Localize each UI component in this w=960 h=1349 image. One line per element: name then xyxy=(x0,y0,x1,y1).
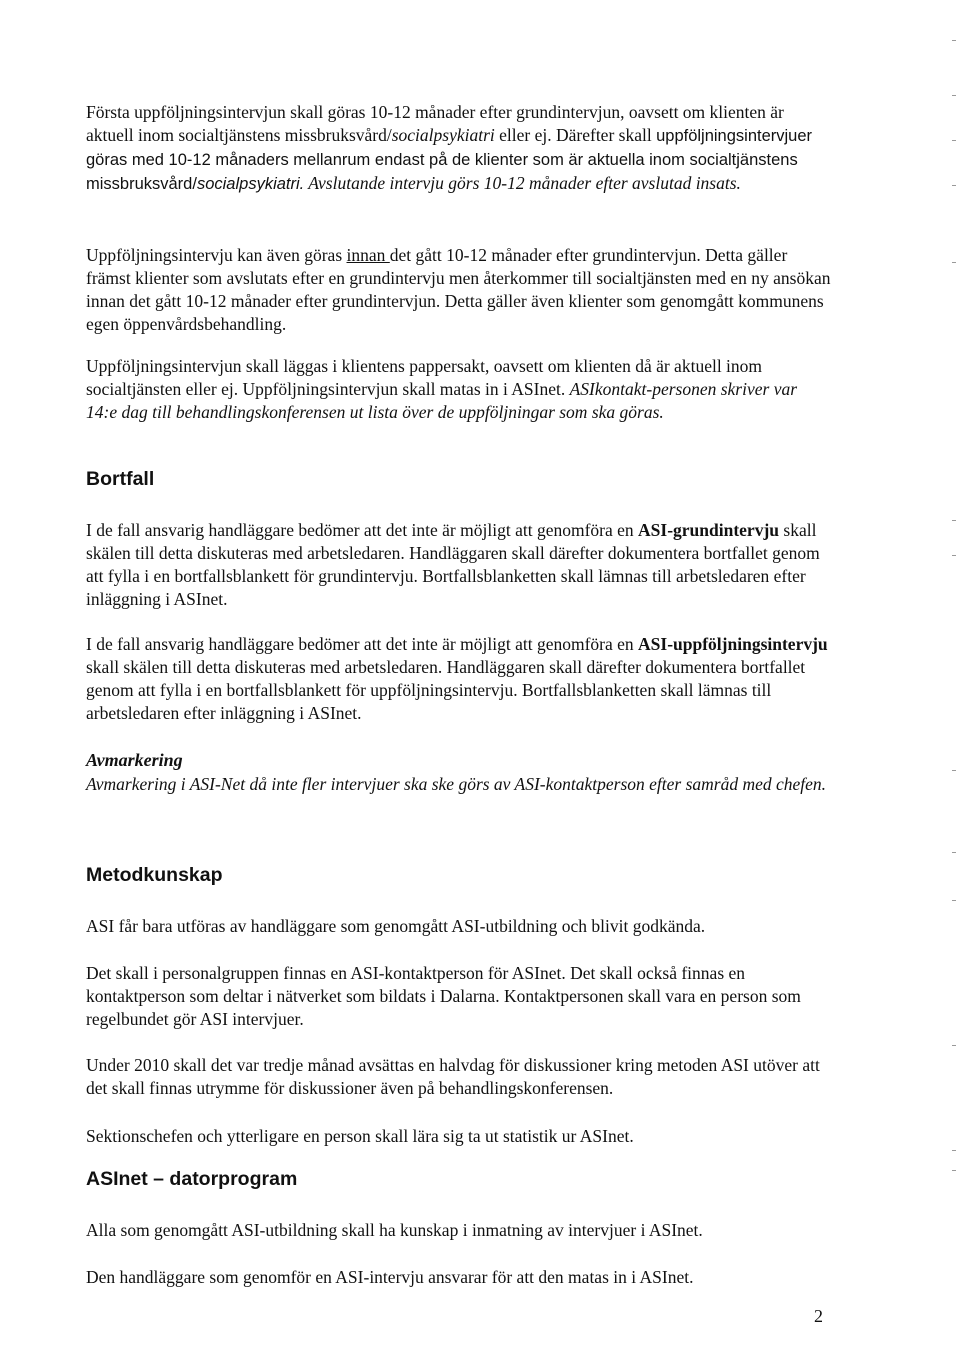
text-run-underlined: innan xyxy=(346,245,390,265)
text-run: skall skälen till detta diskuteras med arbetsledaren. Handläggaren skall därefter dokumentera bortfallet genom att fylla i en bortfallsblankett för grundintervju. Bortfallsblanketten skall lämnas till arbetsledaren efter inläggning i ASInet. xyxy=(86,520,820,609)
heading-bortfall: Bortfall xyxy=(86,468,155,490)
paragraph-asinet-input: Den handläggare som genomför en ASI-intervju ansvarar för att den matas in i ASInet. xyxy=(86,1267,694,1287)
scan-edge-marks xyxy=(930,0,960,1349)
text-run: skall skälen till detta diskuteras med arbetsledaren. Handläggaren skall därefter dokumentera bortfallet genom att fylla i en bortfallsblankett för uppföljningsintervju. Bortfallsblanketten skall lämnas till arbetsledaren efter inläggning i ASInet. xyxy=(86,657,806,723)
text-run: eller ej. Därefter skall xyxy=(494,125,657,145)
page-number: 2 xyxy=(814,1306,823,1326)
paragraph-followup-timing xyxy=(86,101,831,196)
paragraph-bortfall-uppfoljning xyxy=(86,633,831,725)
text-run-sans: uppföljningsintervjuer göras med 10-12 månaders mellanrum endast på de klienter som är aktuella inom socialtjänstens missbruksvård/ xyxy=(86,127,813,193)
text-run-bold: ASI-uppföljningsintervju xyxy=(638,634,828,654)
paragraph-avmarkering xyxy=(86,773,831,796)
paragraph-statistics: Sektionschefen och ytterligare en person skall lära sig ta ut statistik ur ASInet. xyxy=(86,1126,634,1146)
text-run-bold: ASI-grundintervju xyxy=(638,520,780,540)
paragraph-contact-person: Det skall i personalgruppen finnas en ASI-kontaktperson för ASInet. Det skall också finnas en kontaktperson som deltar i nätverket som bildats i Dalarna. Kontaktpersonen skall vara en person som regelbundet gör ASI intervjuer. xyxy=(86,963,801,1029)
heading-asinet: ASInet – datorprogram xyxy=(86,1168,298,1190)
text-run: det gått 10-12 månader efter grundintervjun. Detta gäller främst klienter som avslutats efter en grundintervju men återkommer till socialtjänsten med en ny ansökan innan det gått 10-12 månader efter grundintervjun. Detta gäller även klienter som genomgått kommunens egen öppenvårdsbehandling. xyxy=(86,245,831,334)
heading-metodkunskap: Metodkunskap xyxy=(86,864,223,886)
paragraph-asi-requirement: ASI får bara utföras av handläggare som genomgått ASI-utbildning och blivit godkända. xyxy=(86,916,706,936)
text-run: I de fall ansvarig handläggare bedömer att det inte är möjligt att genomföra en xyxy=(86,634,639,654)
text-run: Uppföljningsintervjun skall läggas i klientens pappersakt, oavsett om klienten då är aktuell inom socialtjänsten eller ej. Uppföljningsintervjun skall matas in i ASInet. xyxy=(86,356,763,399)
heading-avmarkering: Avmarkering xyxy=(86,750,183,770)
text-run-italic: Avslutande intervju görs 10-12 månader efter avslutad insats. xyxy=(304,173,741,193)
text-run-italic: Avmarkering i ASI-Net då inte fler intervjuer ska ske görs av ASI-kontaktperson efter samråd med chefen. xyxy=(86,774,827,794)
text-run: Första uppföljningsintervjun skall göras 10-12 månader efter grundintervjun, oavsett om klienten är aktuell inom socialtjänstens missbruksvård/ xyxy=(86,102,784,145)
paragraph-followup-filing xyxy=(86,355,831,424)
text-run-sans-italic: socialpsykiatri. xyxy=(196,175,305,193)
text-run-italic: socialpsykiatri xyxy=(391,125,495,145)
text-run: I de fall ansvarig handläggare bedömer att det inte är möjligt att genomföra en xyxy=(86,520,639,540)
paragraph-discussion-time: Under 2010 skall det var tredje månad avsättas en halvdag för diskussioner kring metoden ASI utöver att det skall finnas utrymme för diskussioner även på behandlingskonferensen. xyxy=(86,1055,820,1098)
paragraph-early-followup xyxy=(86,244,831,336)
paragraph-bortfall-grundintervju xyxy=(86,519,831,611)
paragraph-asinet-training: Alla som genomgått ASI-utbildning skall ha kunskap i inmatning av intervjuer i ASInet. xyxy=(86,1220,703,1240)
text-run: Uppföljningsintervju kan även göras xyxy=(86,245,347,265)
text-run-italic: ASIkontakt-personen skriver var 14:e dag till behandlingskonferensen ut lista över de uppföljningar som ska göras. xyxy=(86,379,798,422)
